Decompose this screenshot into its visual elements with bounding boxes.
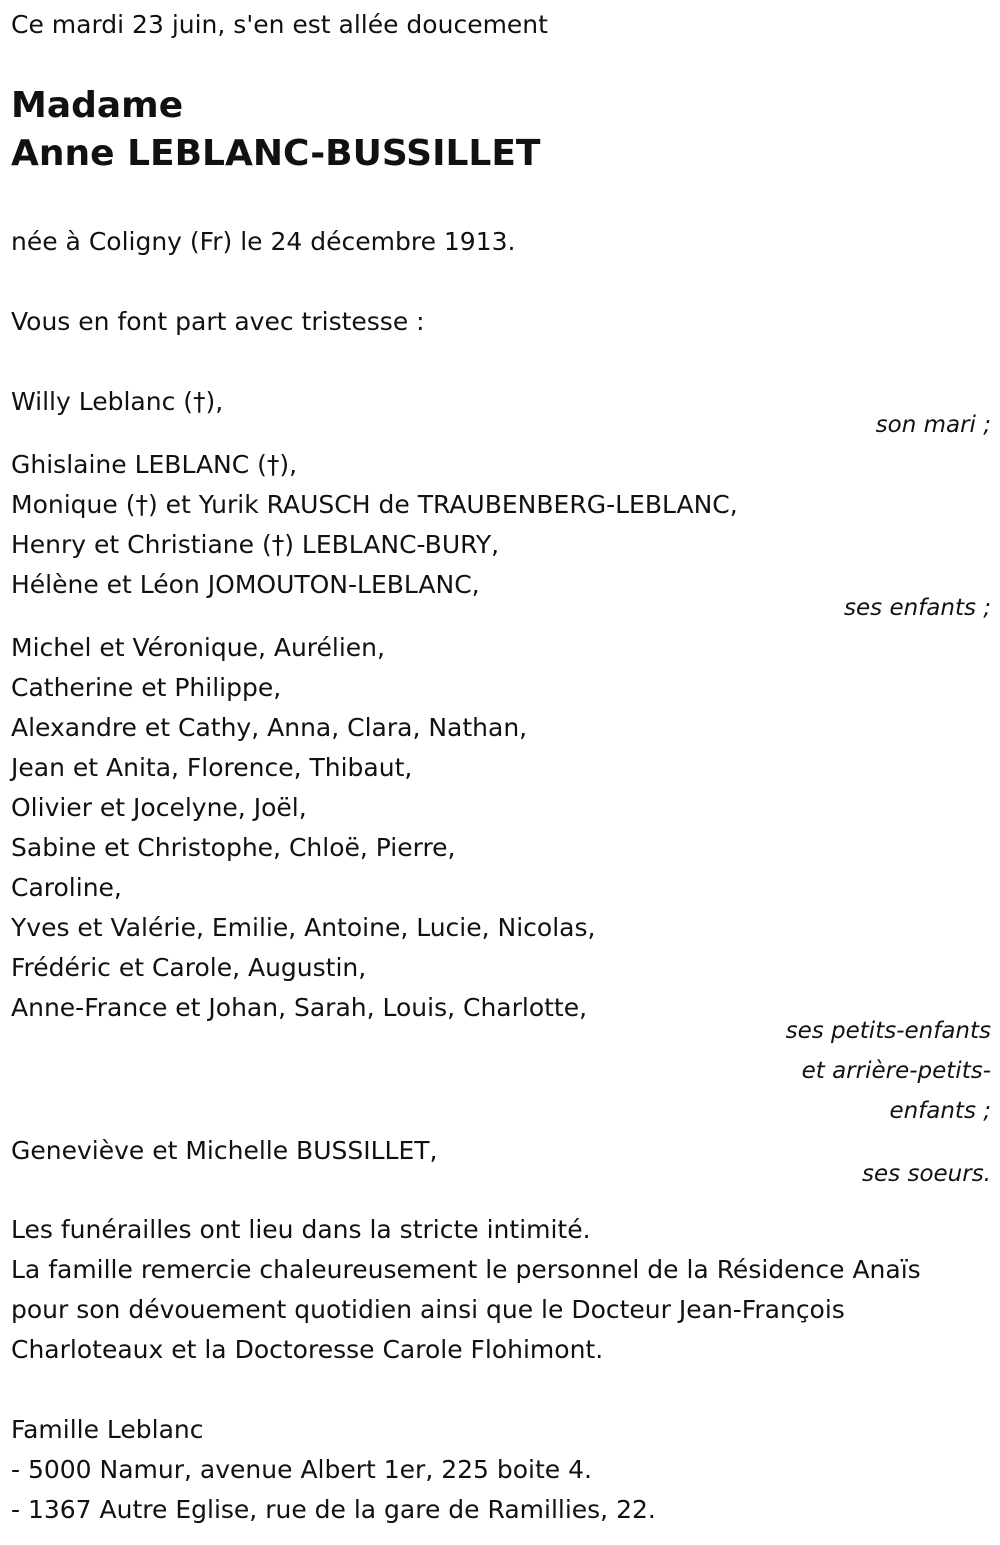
grandchildren-role-line: ses petits-enfants bbox=[785, 1018, 991, 1044]
child-line: Henry et Christiane (†) LEBLANC-BURY, bbox=[11, 530, 500, 559]
grandchild-line: Anne-France et Johan, Sarah, Louis, Charlotte, bbox=[11, 993, 588, 1022]
child-line: Hélène et Léon JOMOUTON-LEBLANC, bbox=[11, 570, 480, 599]
child-line: Monique (†) et Yurik RAUSCH de TRAUBENBERG-LEBLANC, bbox=[11, 490, 738, 519]
closing-line: La famille remercie chaleureusement le personnel de la Résidence Anaïs bbox=[11, 1255, 921, 1284]
grandchild-line: Michel et Véronique, Aurélien, bbox=[11, 633, 385, 662]
grandchild-line: Caroline, bbox=[11, 873, 122, 902]
grandchild-line: Sabine et Christophe, Chloë, Pierre, bbox=[11, 833, 456, 862]
grandchildren-role-line: enfants ; bbox=[889, 1098, 991, 1124]
sisters-line: Geneviève et Michelle BUSSILLET, bbox=[11, 1136, 438, 1165]
family-address: - 5000 Namur, avenue Albert 1er, 225 boite 4. bbox=[11, 1455, 592, 1484]
closing-line: pour son dévouement quotidien ainsi que le Docteur Jean-François bbox=[11, 1295, 845, 1324]
family-address: - 1367 Autre Eglise, rue de la gare de Ramillies, 22. bbox=[11, 1495, 656, 1524]
grandchild-line: Yves et Valérie, Emilie, Antoine, Lucie, Nicolas, bbox=[11, 913, 596, 942]
announce-text: Vous en font part avec tristesse : bbox=[11, 307, 425, 336]
grandchild-line: Jean et Anita, Florence, Thibaut, bbox=[11, 753, 413, 782]
grandchild-line: Frédéric et Carole, Augustin, bbox=[11, 953, 367, 982]
title-name: Anne LEBLANC-BUSSILLET bbox=[11, 133, 541, 174]
title-honorific: Madame bbox=[11, 85, 184, 126]
spouse-role: son mari ; bbox=[875, 412, 991, 438]
family-name: Famille Leblanc bbox=[11, 1415, 204, 1444]
grandchildren-role-line: et arrière-petits- bbox=[801, 1058, 991, 1084]
grandchild-line: Catherine et Philippe, bbox=[11, 673, 282, 702]
intro-text: Ce mardi 23 juin, s'en est allée doucement bbox=[11, 10, 548, 39]
sisters-role: ses soeurs. bbox=[862, 1161, 991, 1187]
spouse-line: Willy Leblanc (†), bbox=[11, 387, 224, 416]
closing-line: Charloteaux et la Doctoresse Carole Flohimont. bbox=[11, 1335, 604, 1364]
child-line: Ghislaine LEBLANC (†), bbox=[11, 450, 298, 479]
birth-text: née à Coligny (Fr) le 24 décembre 1913. bbox=[11, 227, 516, 256]
closing-line: Les funérailles ont lieu dans la stricte intimité. bbox=[11, 1215, 591, 1244]
children-role: ses enfants ; bbox=[844, 595, 991, 621]
grandchild-line: Olivier et Jocelyne, Joël, bbox=[11, 793, 307, 822]
obituary-page bbox=[11, 0, 991, 1545]
grandchild-line: Alexandre et Cathy, Anna, Clara, Nathan, bbox=[11, 713, 528, 742]
